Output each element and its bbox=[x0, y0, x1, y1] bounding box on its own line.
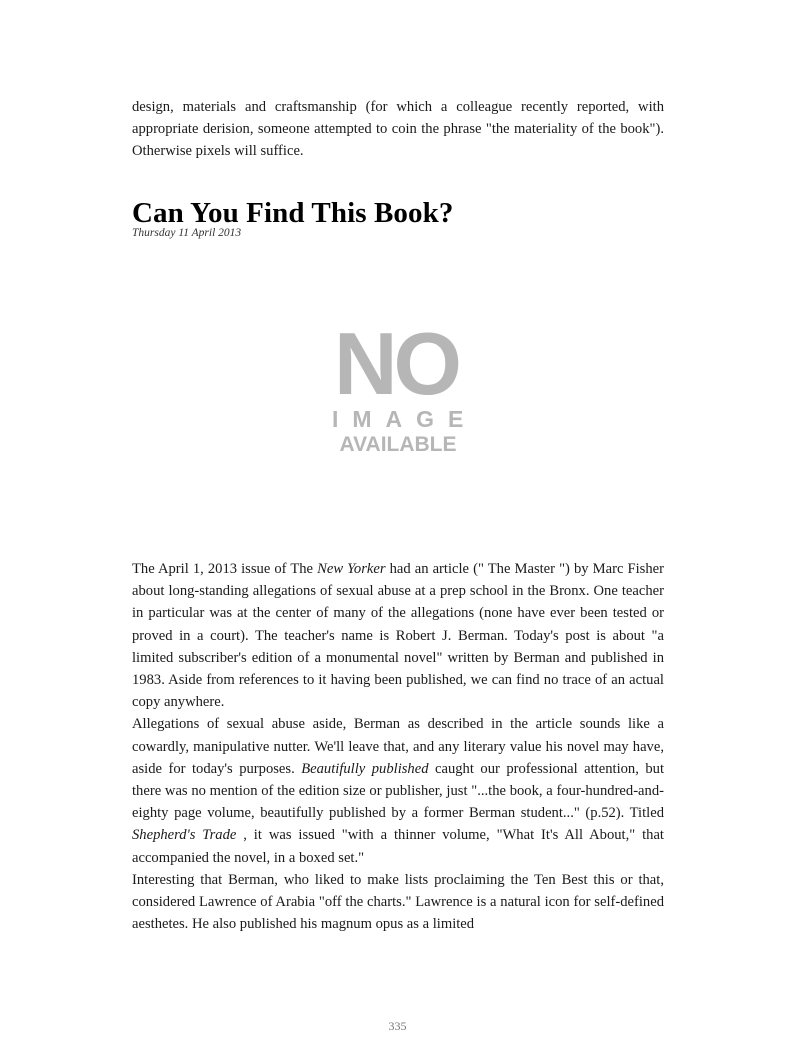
emphasis-phrase: Beautifully published bbox=[301, 760, 429, 777]
paragraph-1-part1: The April 1, 2013 issue of The bbox=[132, 561, 318, 577]
paragraph-3: Interesting that Berman, who liked to make lists proclaiming the Ten Best this or that, considered Lawrence of Arabia "off the charts." Lawrence is a natural icon for self-defined aesthetes. He also published his magnum opus as a limited bbox=[132, 871, 664, 933]
post-date: Thursday 11 April 2013 bbox=[132, 226, 242, 239]
post-title: Can You Find This Book? bbox=[132, 196, 454, 229]
article-body bbox=[132, 558, 664, 935]
magazine-title: New Yorker bbox=[317, 561, 386, 577]
paragraph-2-part3: , it was issued "with a thinner volume, "What It's All About," that accompanied the novel, in a boxed set." bbox=[132, 827, 664, 866]
paragraph-2 bbox=[132, 713, 664, 868]
page-number: 335 bbox=[388, 1019, 407, 1033]
intro-paragraph: design, materials and craftsmanship (for which a colleague recently reported, with appropriate derision, someone attempted to coin the phrase "the materiality of the book"). Otherwise pixels will suffice. bbox=[132, 99, 664, 160]
no-image-placeholder bbox=[320, 314, 478, 462]
page-content bbox=[132, 96, 664, 240]
paragraph-1-part2: had an article (" The Master ") by Marc Fisher about long-standing allegations of sexual abuse at a prep school in the Bronx. One teacher in particular was at the center of many of the allegations (none have ever been tested or proved in a court). The teacher's name is Robert J. Berman. Today's post is about "a limited subscriber's edition of a monumental novel" written by Berman and published in 1983. Aside from references to it having been published, we can find no trace of an actual copy anywhere. bbox=[132, 561, 664, 711]
no-image-line1: NO bbox=[334, 314, 458, 413]
book-title: Shepherd's Trade bbox=[132, 827, 237, 844]
no-image-line3: AVAILABLE bbox=[339, 433, 457, 456]
no-image-line2: IMAGE bbox=[332, 406, 478, 432]
paragraph-1 bbox=[132, 558, 664, 713]
paragraph-2-part2: caught our professional attention, but there was no mention of the edition size or publisher, just "...the book, a four-hundred-and-eighty page volume, beautifully published by a former Berman student..." (p.52). Titled bbox=[132, 760, 665, 822]
paragraph-2-part1: Allegations of sexual abuse aside, Berman as described in the article sounds like a cowardly, manipulative nutter. We'll leave that, and any literary value his novel may have, aside for today's purposes. bbox=[132, 716, 664, 777]
